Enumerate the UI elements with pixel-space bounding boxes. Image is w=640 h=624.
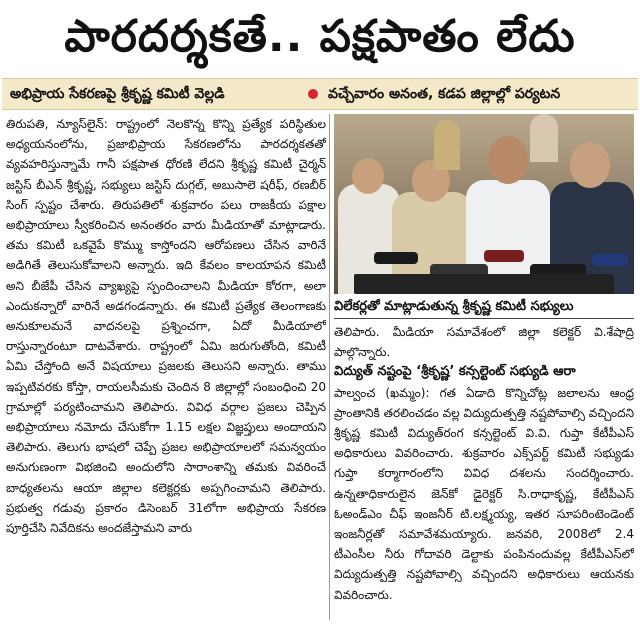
background-person <box>530 114 558 162</box>
article-left-text: తిరుపతి, న్యూస్‌లైన్: రాష్ట్రంలో నెలకొన్న కొన్ని ప్రత్యేక పరిస్థితుల అధ్యయనంలోను, ప్రజాభిప్రాయ సేకరణలోను పారదర్శకతతో వ్యవహరిస్తున్నామే గానీ పక్షపాత ధోరణి లేదని శ్రీకృష్ణ కమిటీ చైర్మన్ జస్టిస్ బీఎన్ శ్రీకృష్ణ, సభ్యులు జస్టిస్ దుగ్గల్, అబుసాలె షరీఫ్, రణబీర్ సింగ్ స్పష్టం చేశారు. తిరుపతిలో శుక్రవారం పలు రాజకీయ పక్షాల అభిప్రాయాలు స్వీకరించిన అనంతరం వారు మీడియాతో మాట్లాడారు. తమ కమిటీ ఒకవైపే కొమ్ము కాస్తోందని ఆరోపణలు చేసిన వారినే అడిగితే తెలుసుకోవాలని అన్నారు. ఇది కేవలం కాలయాపన కమిటీ అని బీజేపీ చేసిన వ్యాఖ్యపై స్పందించాలని మీడియా కోరగా, అలా ఎందుకన్నారో వారినే అడగండన్నారు. ఈ కమిటీ ప్రత్యేక తెలంగాణకు అనుకూలమనే వాదనలపై ప్రశ్నించగా, ఏదో మీడియాలో రాస్తున్నారంటూ దాటవేశారు. రాష్ట్రంలో ఏమి జరుగుతోంది, కమిటీ ఏమి చేస్తోంది అనే విషయాలు ప్రజలకు తెలుసని అన్నారు. తాము ఇప్పటివరకు కోస్తా, రాయలసీమకు చెందిన 8 జిల్లాల్లో సంబంధించి 20 గ్రామాల్లో పర్యటించామని తెలిపారు. వివిధ వర్గాల ప్రజలు చెప్పిన అభిప్రాయాలు నమోదు చేసుకోగా 1.15 లక్షల విజ్ఞప్తులు అందాయని తెలిపారు. తెలుగు భాషలో చెప్పే ప్రజల అభిప్రాయాలలో సమన్వయం అనుగుణంగా విభజించి అందులోని సారాంశాన్ని తమకు వివరించే బాధ్యతలను ఆయా జిల్లాల కలెక్టర్లకు అప్పగించామని తెలిపారు. ప్రభుత్వ గడువు ప్రకారం డిసెంబర్ 31లోగా అభిప్రాయ సేకరణ పూర్తిచేసి నివేదికను అందజేస్తామని వారు <box>6 117 326 536</box>
news-photo <box>334 114 634 294</box>
bullet-dot-icon <box>308 89 318 99</box>
subheadline-bar <box>2 78 638 110</box>
subheadline-left: అభిప్రాయ సేకరణపై శ్రీకృష్ణ కమిటీ వెల్లడి <box>10 86 225 102</box>
microphone-icon <box>374 252 418 264</box>
article-column-right <box>334 322 634 620</box>
photo-caption: విలేకర్లతో మాట్లాడుతున్న శ్రీకృష్ణ కమిటీ సభ్యులు <box>334 296 634 319</box>
microphone-icon <box>592 254 628 266</box>
microphone-icon <box>484 250 524 262</box>
column-divider <box>329 114 330 620</box>
article-column-left <box>6 114 326 620</box>
person-head <box>570 142 610 188</box>
background-person <box>434 120 460 170</box>
headline: పారదర్శకతే.. పక్షపాతం లేదు <box>64 11 576 62</box>
person-head <box>488 136 528 184</box>
article-right-subhead: విద్యుత్ నష్టంపై ‘శ్రీకృష్ణ’ కన్సల్టెంట్ సభ్యుడి ఆరా <box>334 364 576 380</box>
subheadline-right: వచ్చేవారం అనంత, కడప జిల్లాల్లో పర్యటన <box>328 86 561 102</box>
microphone-icon <box>354 274 614 294</box>
article-right-body: పాల్వంచ (ఖమ్మం): గత ఏడాది కొన్నిచోట్ల జలాలను ఆంధ్ర ప్రాంతానికి తరలించడం వల్ల విద్యుదుత్పత్తి నష్టపోవాల్సి వచ్చిందని శ్రీకృష్ణ కమిటీ విద్యుత్‌రంగ కన్సల్టెంట్ వి.వి. గుప్తా కేటీపీఎస్ అధికారులు వివరించారు. శుక్రవారం ఎక్స్‌పర్ట్ కమిటీ సభ్యుడు గుప్తా కర్మాగారంలోని వివిధ దశలను సందర్శించారు. ఉన్నతాధికారులైన జెన్‌కో డైరెక్టర్ సి.రాధాకృష్ణ, కేటీపీఎస్ ఓఅండ్‌ఎం చీఫ్ ఇంజనీర్ టి.లక్ష్మయ్య, ఇతర సూపరింటెండెంట్ ఇంజనీర్లతో సమావేశమయ్యారు. జనవరి, 2008లో 2.4 టీఎంసీల నీరు గోదావరి డెల్టాకు పంపినందువల్ల కేటీపీఎస్‌లో విద్యుదుత్పత్తి నష్టపోవాల్సి వచ్చిందని అధికారులు ఆయనకు వివరించారు. <box>334 385 634 602</box>
person-head <box>352 158 384 194</box>
article-right-intro: తెలిపారు. మీడియా సమావేశంలో జిల్లా కలెక్టర్ వి.శేషాద్రి పాల్గొన్నారు. <box>334 325 634 360</box>
